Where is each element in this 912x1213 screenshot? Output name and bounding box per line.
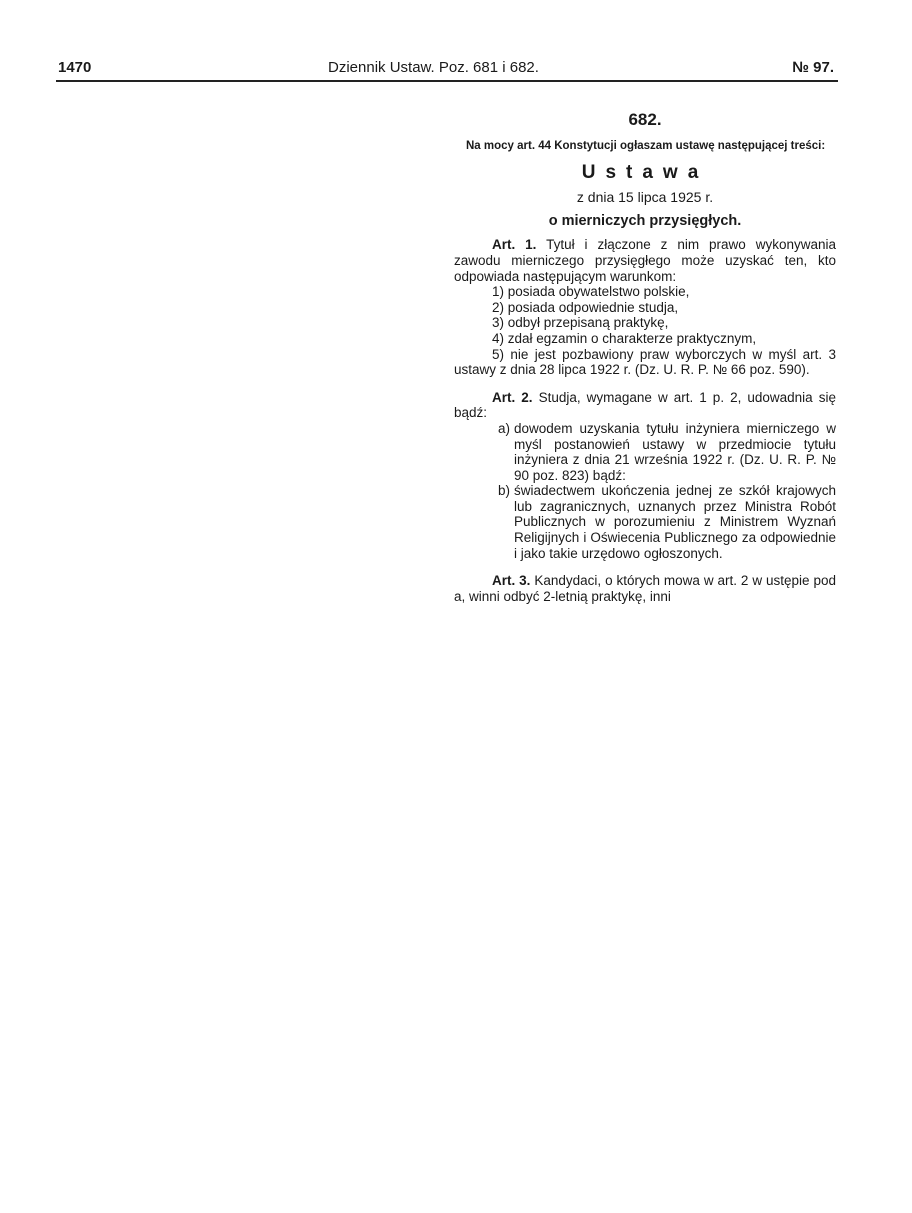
page-number: 1470 [58, 59, 92, 76]
page-header [58, 57, 834, 81]
document-number: 682. [628, 110, 662, 129]
article-1-text: Tytuł i złączone z nim prawo wykonywania zawodu mierniczego przysięgłego może uzyskać ten, kto odpowiada następującym warunkom: [454, 237, 836, 284]
item-text: dowodem uzyskania tytułu inżyniera mierniczego w myśl postanowień ustawy w przedmiocie tytułu inżyniera z dnia 21 września 1922 r. (Dz. U. R. P. № 90 poz. 823) bądź: [514, 420, 836, 483]
article-1-label: Art. 1. [492, 237, 537, 253]
article-2-item [454, 421, 836, 483]
act-heading: Ustawa [581, 161, 709, 183]
item-label: b) [497, 483, 510, 499]
issue-number: № 97. [792, 59, 834, 76]
article-1-item: 5) nie jest pozbawiony praw wyborczych w myśl art. 3 ustawy z dnia 28 lipca 1922 r. (Dz. U. R. P. № 66 poz. 590). [454, 346, 836, 378]
article-1-item: 4) zdał egzamin o charakterze praktycznym, [492, 330, 757, 346]
article-3-text: Kandydaci, o których mowa w art. 2 w ustępie pod a, winni odbyć 2-letnią praktykę, inni [454, 573, 836, 604]
article-2 [454, 390, 836, 421]
journal-title: Dziennik Ustaw. Poz. 681 i 682. [328, 59, 539, 76]
promulgation-intro: Na mocy art. 44 Konstytucji ogłaszam ustawę następującej treści: [466, 140, 826, 153]
article-2-label: Art. 2. [492, 389, 533, 405]
article-1-item: 3) odbył przepisaną praktykę, [492, 315, 669, 331]
act-subject: o mierniczych przysięgłych. [548, 212, 742, 229]
article-3 [454, 573, 836, 604]
article-2-text: Studja, wymagane w art. 1 p. 2, udowadnia się bądź: [454, 389, 836, 421]
article-1 [454, 237, 836, 284]
article-2-item [454, 483, 836, 561]
right-column [454, 112, 836, 604]
article-3-label: Art. 3. [492, 573, 531, 589]
act-date: z dnia 15 lipca 1925 r. [576, 189, 714, 206]
header-rule [56, 80, 838, 82]
article-1-item: 1) posiada obywatelstwo polskie, [492, 284, 690, 300]
item-label: a) [497, 420, 510, 436]
item-text: świadectwem ukończenia jednej ze szkół krajowych lub zagranicznych, uznanych przez Ministra Robót Publicznych w porozumieniu z Ministrem Wyznań Religijnych i Oświecenia Publicznego za odpowiednie i jako takie urzędowo ogłoszonych. [514, 483, 836, 561]
article-1-item: 2) posiada odpowiednie studja, [492, 299, 679, 315]
